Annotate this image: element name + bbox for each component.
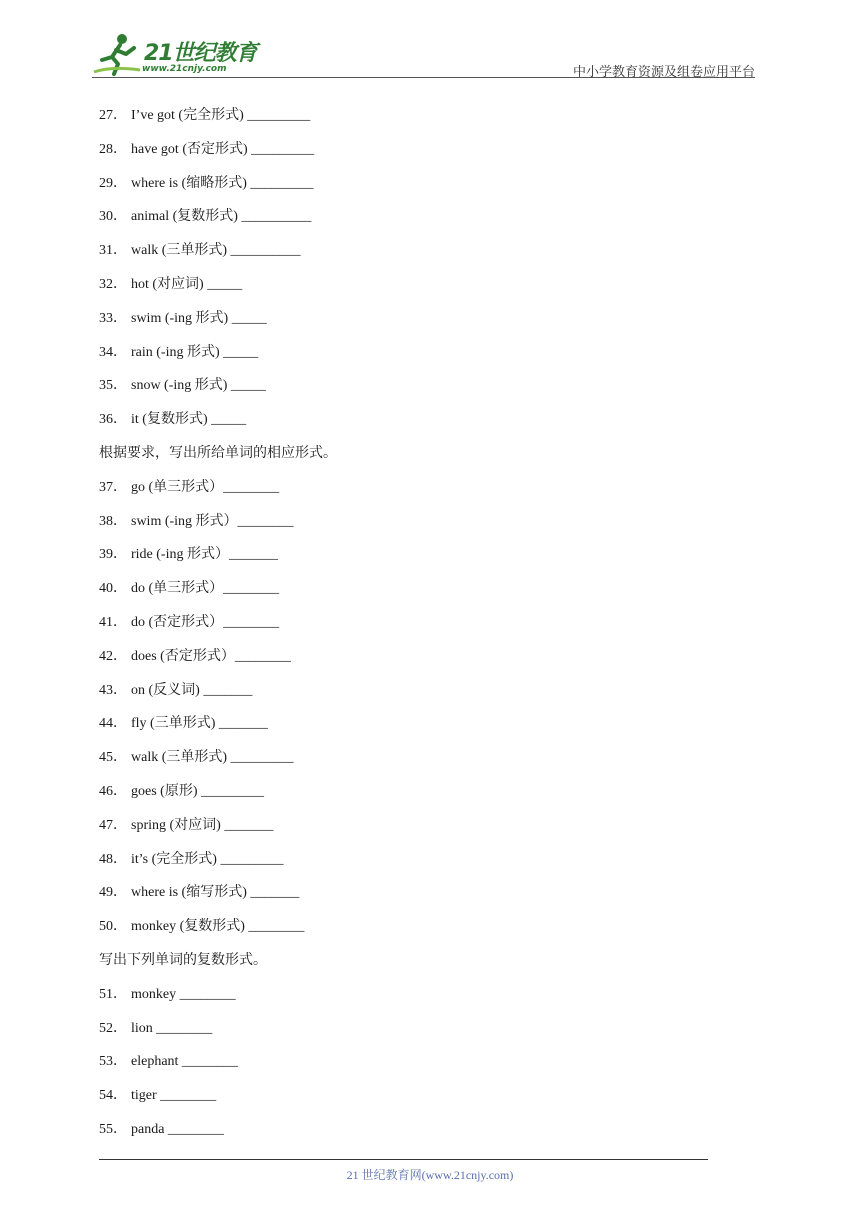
- list-item: [99, 848, 719, 882]
- item-text: spring (对应词) _______: [131, 817, 274, 833]
- footer-divider: [99, 1159, 708, 1160]
- item-number: 29．: [99, 175, 127, 191]
- list-item: [99, 273, 719, 307]
- item-number: 36．: [99, 412, 127, 428]
- list-item: [99, 780, 719, 814]
- item-number: 38．: [99, 513, 127, 529]
- item-text: it (复数形式) _____: [131, 412, 247, 428]
- item-number: 30．: [99, 209, 127, 225]
- item-text: swim (-ing 形式) _____: [131, 310, 267, 326]
- item-number: 39．: [99, 547, 127, 563]
- header-platform-name: 中小学教育资源及组卷应用平台: [572, 64, 755, 79]
- list-item: [99, 1084, 719, 1118]
- instruction-text: 根据要求，写出所给单词的相应形式。: [99, 445, 337, 461]
- instruction-text: 写出下列单词的复数形式。: [99, 952, 267, 968]
- list-item: [99, 1050, 719, 1084]
- list-item: [99, 476, 719, 510]
- list-item: [99, 915, 719, 949]
- list-item: [99, 138, 719, 172]
- list-item: [99, 881, 719, 915]
- list-item: [99, 814, 719, 848]
- item-number: 48．: [99, 851, 127, 867]
- item-number: 42．: [99, 648, 127, 664]
- item-text: animal (复数形式) __________: [131, 209, 312, 225]
- item-text: tiger ________: [131, 1088, 217, 1104]
- item-number: 32．: [99, 276, 127, 292]
- item-text: snow (-ing 形式) _____: [131, 378, 266, 394]
- list-item: [99, 1017, 719, 1051]
- item-text: monkey ________: [131, 986, 236, 1002]
- section-instruction: [99, 442, 719, 476]
- item-text: does (否定形式）________: [131, 648, 291, 664]
- item-number: 27．: [99, 108, 127, 123]
- list-item: [99, 374, 719, 408]
- item-text: fly (三单形式) _______: [131, 716, 268, 732]
- item-text: have got (否定形式) _________: [131, 141, 315, 157]
- item-number: 49．: [99, 885, 127, 901]
- item-text: do (否定形式）________: [131, 614, 280, 630]
- list-item: [99, 239, 719, 273]
- list-item: [99, 712, 719, 746]
- runner-logo-icon: [92, 30, 144, 78]
- item-text: lion ________: [131, 1020, 213, 1036]
- list-item: [99, 408, 719, 442]
- item-text: panda ________: [131, 1121, 224, 1137]
- page-header: [92, 30, 755, 80]
- site-logo: [92, 30, 262, 78]
- item-number: 52．: [99, 1020, 127, 1036]
- item-number: 55．: [99, 1121, 127, 1137]
- item-number: 47．: [99, 817, 127, 833]
- item-text: it’s (完全形式) _________: [131, 851, 284, 867]
- list-item: [99, 983, 719, 1017]
- item-text: I’ve got (完全形式) _________: [131, 108, 311, 123]
- question-list: [99, 104, 719, 1152]
- logo-url: www.21cnjy.com: [142, 64, 227, 74]
- list-item: [99, 510, 719, 544]
- item-number: 34．: [99, 344, 127, 360]
- item-text: where is (缩略形式) _________: [131, 175, 314, 191]
- item-text: walk (三单形式) _________: [131, 750, 294, 766]
- item-number: 50．: [99, 919, 127, 935]
- list-item: [99, 307, 719, 341]
- item-number: 40．: [99, 581, 127, 597]
- item-number: 51．: [99, 986, 127, 1002]
- list-item: [99, 205, 719, 239]
- list-item: [99, 611, 719, 645]
- item-number: 37．: [99, 479, 127, 495]
- list-item: [99, 172, 719, 206]
- item-text: ride (-ing 形式）_______: [131, 547, 278, 563]
- item-number: 46．: [99, 783, 127, 799]
- page-footer[interactable]: 21 世纪教育网(www.21cnjy.com): [346, 1168, 514, 1182]
- list-item: [99, 104, 719, 138]
- list-item: [99, 679, 719, 713]
- item-text: elephant ________: [131, 1054, 238, 1070]
- list-item: [99, 341, 719, 375]
- item-text: rain (-ing 形式) _____: [131, 344, 259, 360]
- item-text: go (单三形式）________: [131, 479, 280, 495]
- list-item: [99, 746, 719, 780]
- logo-text: 21世纪教育: [144, 41, 257, 66]
- item-number: 43．: [99, 682, 127, 698]
- item-text: where is (缩写形式) _______: [131, 885, 300, 901]
- item-text: hot (对应词) _____: [131, 276, 243, 292]
- item-text: do (单三形式）________: [131, 581, 280, 597]
- item-number: 33．: [99, 310, 127, 326]
- item-number: 31．: [99, 243, 127, 259]
- item-text: goes (原形) _________: [131, 783, 264, 799]
- section-instruction: [99, 949, 719, 983]
- item-number: 35．: [99, 378, 127, 394]
- item-text: monkey (复数形式) ________: [131, 919, 305, 935]
- item-text: on (反义词) _______: [131, 682, 253, 698]
- header-divider: [92, 77, 755, 78]
- item-number: 45．: [99, 750, 127, 766]
- list-item: [99, 543, 719, 577]
- item-number: 41．: [99, 614, 127, 630]
- item-number: 53．: [99, 1054, 127, 1070]
- item-number: 54．: [99, 1088, 127, 1104]
- item-number: 28．: [99, 141, 127, 157]
- item-text: walk (三单形式) __________: [131, 243, 301, 259]
- list-item: [99, 577, 719, 611]
- item-number: 44．: [99, 716, 127, 732]
- list-item: [99, 1118, 719, 1152]
- list-item: [99, 645, 719, 679]
- item-text: swim (-ing 形式）________: [131, 513, 294, 529]
